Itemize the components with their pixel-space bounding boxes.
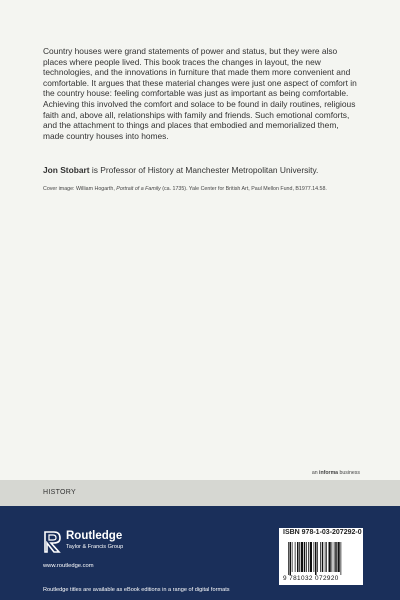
barcode-bar: [299, 542, 300, 572]
barcode-bar: [334, 542, 335, 572]
credit-suffix: (ca. 1735). Yale Center for British Art, Paul Mellon Fund, B1977.14.58.: [160, 186, 327, 192]
barcode-bar: [317, 542, 318, 572]
barcode-bar: [295, 542, 296, 572]
barcode-bar: [310, 542, 312, 572]
barcode-bar: [292, 542, 293, 572]
book-blurb: Country houses were grand statements of power and status, but they were also places where people lived. This book traces the changes in layout, the new technologies, and the innovations in furniture that made them more convenient and comfortable. It argues that these material changes were just one aspect of comfort in the country house: feeling comfortable was just as important as being comfortable. Achieving this involved the comfort and solace to be found in daily routines, religious faith and, above all, relationships with family and friends. Such emotional comforts, and the attachment to things and places that embodied and memorialized them, made country houses into homes.: [43, 46, 357, 141]
publisher-name: Routledge: [66, 530, 123, 542]
routledge-logo-icon: [43, 531, 63, 553]
isbn-label: ISBN 978-1-03-207292-0: [279, 528, 363, 539]
informa-prefix: an: [311, 470, 320, 476]
credit-artwork-title: Portrait of a Family: [116, 186, 161, 192]
credit-prefix: Cover image: William Hogarth,: [43, 186, 117, 192]
barcode-bar: [297, 542, 299, 572]
barcode-bar: [315, 542, 317, 575]
barcode-bar: [304, 542, 306, 572]
barcode-bars: [279, 539, 363, 575]
ebook-note: Routledge titles are available as eBook editions in a range of digital formats: [43, 587, 230, 593]
barcode-bar: [314, 542, 315, 572]
barcode-bar: [322, 542, 324, 572]
author-name: Jon Stobart: [43, 165, 90, 175]
barcode-bar: [320, 542, 321, 572]
publisher-website: www.routledge.com: [43, 563, 94, 569]
barcode-bar: [290, 542, 292, 575]
informa-brand: informa: [319, 470, 339, 476]
barcode-bar: [301, 542, 303, 572]
barcode-bar: [325, 542, 326, 572]
barcode-bar: [326, 542, 327, 572]
barcode-bar: [338, 542, 340, 572]
barcode-bar: [329, 542, 331, 572]
author-description: is Professor of History at Manchester Metropolitan University.: [89, 165, 319, 175]
cover-image-credit: [43, 186, 383, 193]
publisher-footer: [0, 506, 400, 600]
publisher-group: Taylor & Francis Group: [66, 544, 124, 550]
author-bio: [43, 165, 373, 176]
barcode-digits: 9 781032 072920: [283, 575, 339, 582]
informa-suffix: business: [338, 470, 360, 476]
barcode-bar: [306, 542, 307, 572]
barcode-bar: [332, 542, 333, 572]
informa-business-line: [312, 470, 360, 476]
barcode-bar: [335, 542, 337, 572]
subject-category: HISTORY: [43, 489, 76, 496]
barcode-bar: [308, 542, 309, 572]
barcode-bar: [341, 542, 342, 575]
isbn-barcode: [279, 539, 363, 585]
barcode-bar: [288, 542, 289, 575]
subject-band: [0, 480, 400, 506]
